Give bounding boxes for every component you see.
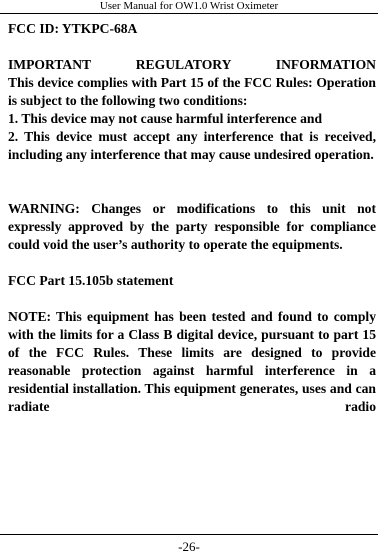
spacer (8, 290, 376, 308)
important-text: This device complies with Part 15 of the FCC Rules: Operation is subject to the following two conditions: (8, 75, 376, 108)
warning-paragraph: WARNING: Changes or modifications to this unit not expressly approved by the party responsible for compliance could void the user’s authority to operate the equipments. (8, 201, 376, 252)
condition-1: 1. This device may not cause harmful interference and (8, 111, 323, 126)
condition-2: 2. This device must accept any interference that is received, including any interference that may cause undesired operation. (8, 129, 376, 162)
fcc-id: FCC ID: YTKPC-68A (8, 21, 138, 36)
statement-heading: FCC Part 15.105b statement (8, 273, 174, 288)
spacer (8, 164, 376, 200)
footer-divider (0, 534, 378, 535)
page-body (8, 20, 376, 416)
page-number: -26- (178, 539, 200, 554)
spacer (8, 254, 376, 272)
important-heading-text: IMPORTANT REGULATORY INFORMATION (8, 57, 376, 72)
note-paragraph (8, 308, 376, 416)
note-text: NOTE: This equipment has been tested and found to comply with the limits for a Class B digital device, pursuant to part 15 of the FCC Rules. These limits are designed to provide reasonable protection against harmful interference in a residential installation. This equipment generates, uses and can radiate radio (8, 309, 376, 414)
spacer (8, 38, 376, 56)
important-heading (8, 56, 376, 74)
running-header: User Manual for OW1.0 Wrist Oximeter (99, 0, 279, 12)
header-divider (0, 13, 378, 14)
